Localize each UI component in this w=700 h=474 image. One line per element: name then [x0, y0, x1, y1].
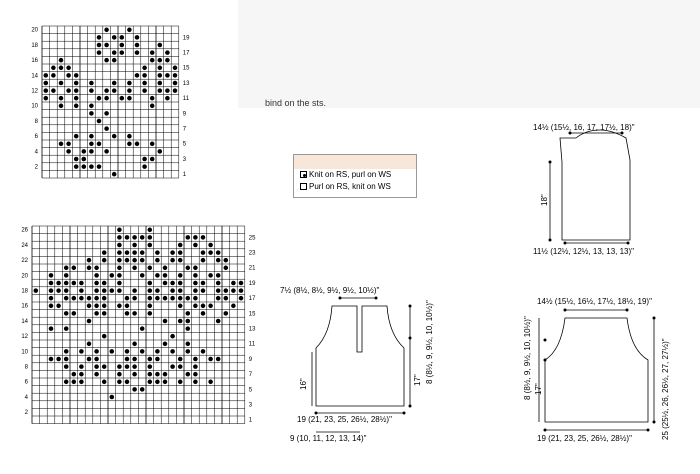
small-chart-row-label: 11 — [182, 96, 190, 103]
front-left-length-label: 16" — [299, 378, 308, 390]
small-chart-row-label: 6 — [34, 134, 38, 141]
large-chart-row-label: 1 — [248, 417, 253, 424]
front-half-label: 9 (10, 11, 12, 13, 14)" — [290, 434, 367, 443]
small-chart-row-label: 18 — [31, 42, 38, 49]
back-outline — [545, 318, 648, 422]
front-neck-label: 7½ (8½, 8½, 9½, 9½, 10½)" — [280, 286, 380, 295]
front-bottom-label: 19 (21, 23, 25, 26½, 28½)" — [297, 415, 392, 424]
large-chart-row-label: 5 — [248, 387, 253, 394]
large-chart-row-label: 20 — [21, 273, 28, 280]
large-chart-row-label: 17 — [248, 296, 256, 303]
small-chart-row-label: 14 — [31, 73, 38, 80]
sleeve-side-label: 18" — [540, 194, 549, 206]
back-length-label: 17" — [534, 383, 543, 395]
small-chart-row-label: 8 — [34, 118, 38, 125]
small-chart-row-label: 10 — [31, 103, 38, 110]
small-chart-row-label: 16 — [31, 58, 38, 65]
small-chart-row-label: 20 — [31, 27, 38, 34]
front-armhole-label: 8 (8½, 9, 9½, 10, 10½)" — [425, 300, 434, 384]
legend-purl-label: Purl on RS, knit on WS — [309, 182, 391, 191]
large-chart-row-label: 12 — [21, 334, 28, 341]
large-chart-row-label: 24 — [21, 242, 28, 249]
back-bottom-label: 19 (21, 23, 25, 26½, 28½)" — [537, 434, 632, 443]
small-chart-row-label: 2 — [34, 164, 38, 171]
large-chart-row-label: 14 — [21, 318, 28, 325]
large-chart-row-label: 3 — [248, 402, 253, 409]
large-chart-row-label: 16 — [21, 303, 28, 310]
small-chart-row-label: 15 — [182, 65, 190, 72]
legend-knit-label: Knit on RS, purl on WS — [309, 170, 392, 179]
small-chart-row-label: 5 — [182, 141, 187, 148]
large-chart-row-label: 7 — [248, 372, 253, 379]
large-chart-row-label: 4 — [24, 394, 28, 401]
sleeve-bottom-label: 11½ (12½, 12½, 13, 13, 13)" — [533, 247, 634, 256]
back-schematic — [539, 310, 654, 430]
sleeve-top-label: 14½ (15½, 16, 17, 17½, 18)" — [533, 123, 635, 132]
small-chart-row-label: 7 — [182, 126, 187, 133]
large-chart-row-label: 2 — [24, 410, 28, 417]
small-chart-row-label: 4 — [34, 149, 38, 156]
large-chart-row-label: 25 — [248, 235, 256, 242]
large-chart-row-label: 26 — [21, 227, 28, 234]
large-chart-row-label: 9 — [248, 356, 253, 363]
back-total-label: 25 (25½, 26, 26½, 27, 27½)" — [661, 338, 670, 440]
large-chart-row-label: 6 — [24, 379, 28, 386]
large-chart-row-label: 22 — [21, 258, 28, 265]
sleeve-schematic — [550, 130, 630, 243]
sleeve-outline — [560, 130, 630, 240]
small-chart-row-label: 3 — [182, 156, 187, 163]
large-chart-row-label: 15 — [248, 311, 256, 318]
large-chart-row-label: 18 — [21, 288, 28, 295]
small-chart-row-label: 17 — [182, 50, 190, 57]
large-chart-row-label: 23 — [248, 250, 256, 257]
large-chart-row-label: 11 — [248, 341, 256, 348]
small-chart-row-label: 12 — [31, 88, 38, 95]
large-chart-row-label: 8 — [24, 364, 28, 371]
large-chart-row-label: 19 — [248, 280, 256, 287]
small-chart-row-label: 1 — [182, 172, 187, 179]
front-schematic — [312, 298, 410, 432]
back-armhole-label: 8 (8½, 9, 9½, 10, 10½)" — [523, 316, 532, 400]
small-chart-row-label: 19 — [182, 35, 190, 42]
bind-off-text: bind on the sts. — [265, 98, 327, 108]
large-chart-row-label: 13 — [248, 326, 256, 333]
back-top-label: 14½ (15½, 16½, 17½, 18½, 19)" — [537, 297, 652, 306]
small-chart-row-label: 9 — [182, 111, 187, 118]
large-chart-row-label: 10 — [21, 349, 28, 356]
front-right-length-label: 17" — [413, 374, 422, 386]
small-chart-row-label: 13 — [182, 80, 190, 87]
front-outline — [316, 306, 404, 406]
large-chart-row-label: 21 — [248, 265, 256, 272]
